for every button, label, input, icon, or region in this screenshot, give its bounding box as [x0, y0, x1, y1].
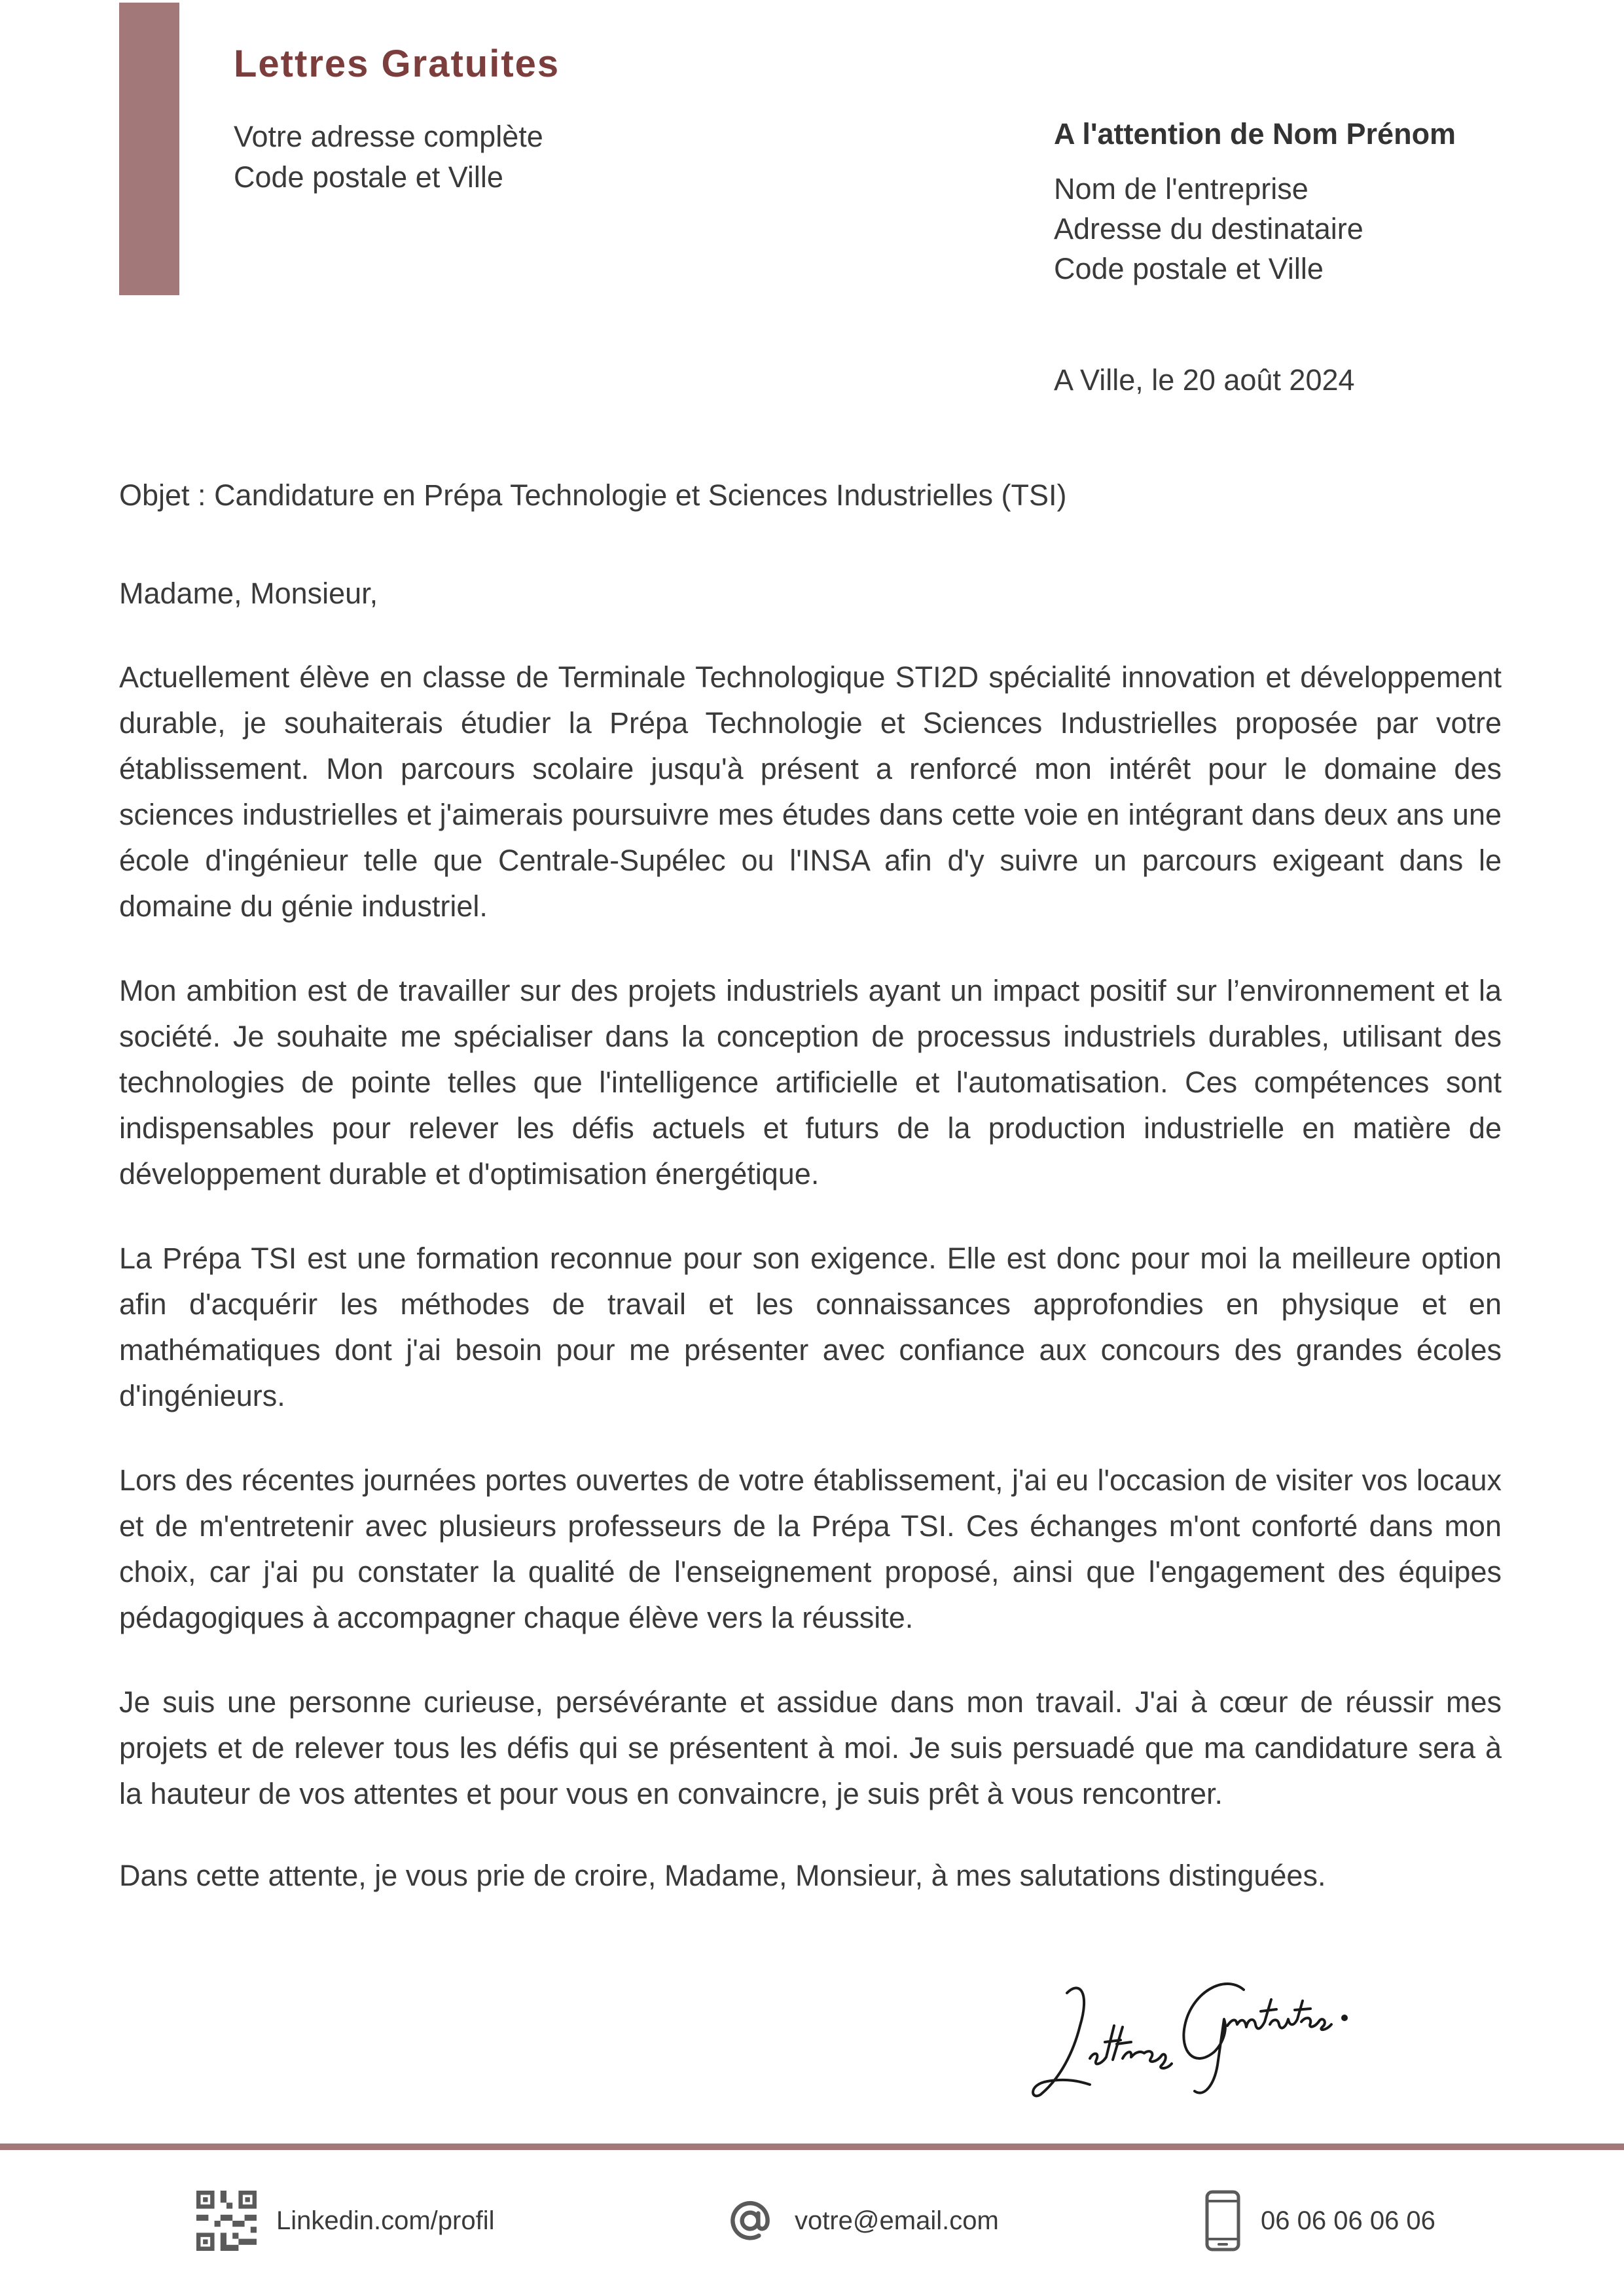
paragraph-2: Mon ambition est de travailler sur des projets industriels ayant un impact positif sur l’environnement et la société. Je souhaite me spécialiser dans la conception de processus industriels durables, utilisant des technologies de pointe telles que l'intelligence artificielle et l'automatisation. Ces compétences sont indispensables pour relever les défis actuels et futurs de la production industrielle en matière de développement durable et d'optimisation énergétique. [119, 974, 1502, 1191]
footer-phone[interactable] [1204, 2188, 1435, 2253]
letter-body [119, 573, 1502, 1896]
email-link[interactable]: votre@email.com [795, 2206, 999, 2235]
letter-object: Objet : Candidature en Prépa Technologie et Sciences Industrielles (TSI) [119, 478, 1067, 512]
paragraph-4: Lors des récentes journées portes ouvertes de votre établissement, j'ai eu l'occasion de visiter vos locaux et de m'entretenir avec plusieurs professeurs de la Prépa TSI. Ces échanges m'ont conforté dans mon choix, car j'ai pu constater la qualité de l'enseignement proposé, ainsi que l'engagement des équipes pédagogiques à accompagner chaque élève vers la réussite. [119, 1463, 1502, 1634]
sender-block [234, 38, 560, 198]
footer-email[interactable] [725, 2188, 999, 2253]
handwritten-signature [1028, 1954, 1420, 2117]
recipient-company: Nom de l'entreprise [1054, 172, 1308, 206]
recipient-address: Adresse du destinataire [1054, 212, 1363, 245]
paragraph-5: Je suis une personne curieuse, persévérante et assidue dans mon travail. J'ai à cœur de réussir mes projets et de relever tous les défis qui se présentent à moi. Je suis persuadé que ma candidature sera à la hauteur de vos attentes et pour vous en convaincre, je suis prêt à vous rencontrer. [119, 1685, 1502, 1810]
header-accent-bar [119, 3, 179, 295]
paragraph-1: Actuellement élève en classe de Terminale Technologique STI2D spécialité innovation et développement durable, je souhaiterais étudier la Prépa Technologie et Sciences Industrielles proposée par votre établissement. Mon parcours scolaire jusqu'à présent a renforcé mon intérêt pour le domaine des sciences industrielles et j'aimerais poursuivre mes études dans cette voie en intégrant dans deux ans une école d'ingénieur telle que Centrale-Supélec ou l'INSA afin d'y suivre un parcours exigeant dans le domaine du génie industriel. [119, 660, 1502, 923]
smartphone-icon [1204, 2189, 1241, 2252]
linkedin-link[interactable]: Linkedin.com/profil [276, 2206, 495, 2235]
paragraph-3: La Prépa TSI est une formation reconnue pour son exigence. Elle est donc pour moi la meilleure option afin d'acquérir les méthodes de travail et les connaissances approfondies en physique et en mathématiques dont j'ai besoin pour me présenter avec confiance aux concours des grandes écoles d'ingénieurs. [119, 1242, 1502, 1412]
recipient-attention: A l'attention de Nom Prénom [1054, 117, 1456, 151]
qr-code-icon [196, 2191, 257, 2251]
recipient-block [1054, 111, 1456, 289]
salutation: Madame, Monsieur, [119, 577, 378, 610]
sender-city: Code postale et Ville [234, 160, 503, 194]
letter-date: A Ville, le 20 août 2024 [1054, 363, 1355, 397]
recipient-city: Code postale et Ville [1054, 252, 1324, 285]
phone-number[interactable]: 06 06 06 06 06 [1261, 2206, 1435, 2235]
closing-formula: Dans cette attente, je vous prie de croire, Madame, Monsieur, à mes salutations distinguées. [119, 1859, 1326, 1892]
footer-linkedin[interactable] [196, 2188, 495, 2253]
at-sign-icon [725, 2196, 775, 2246]
sender-name: Lettres Gratuites [234, 43, 560, 85]
footer-divider [0, 2144, 1624, 2150]
sender-address: Votre adresse complète [234, 120, 543, 153]
